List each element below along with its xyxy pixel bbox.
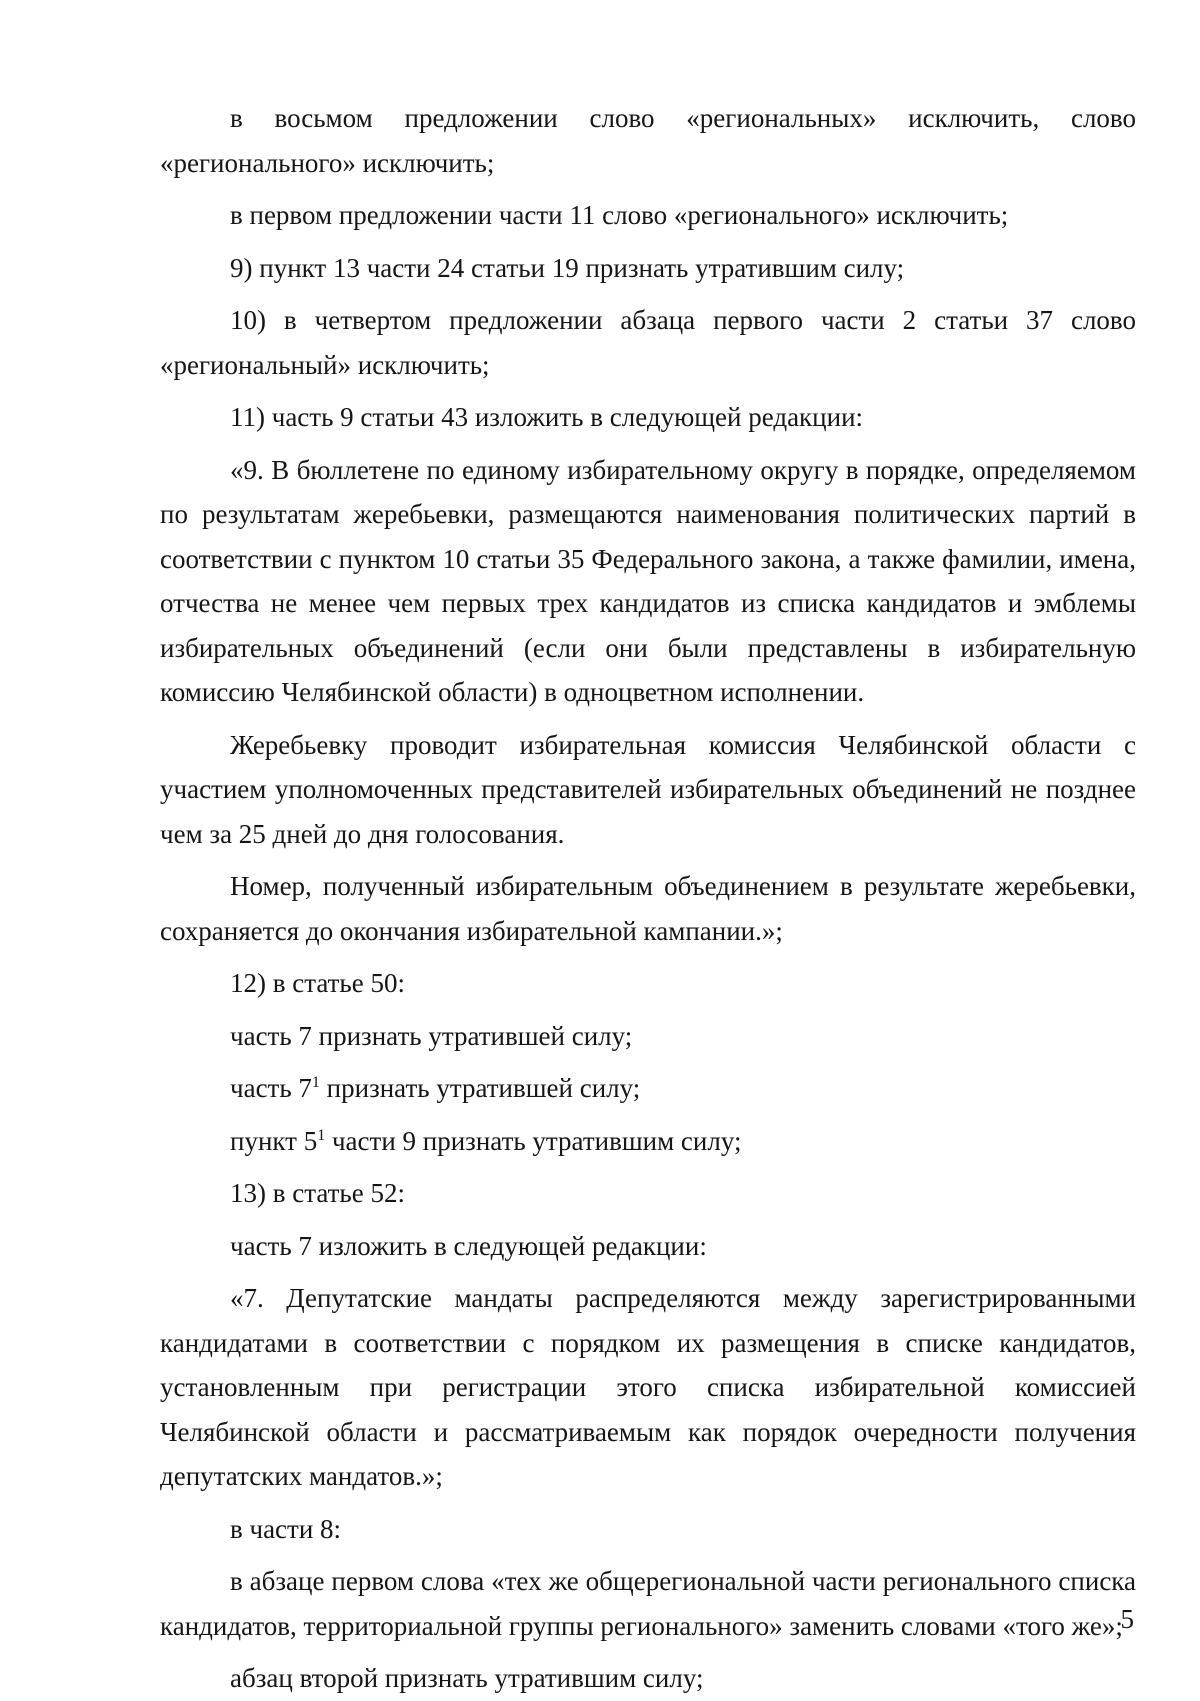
point-5-1-prefix: пункт 5 [230,1125,318,1156]
paragraph-item-10: 10) в четвертом предложении абзаца первого части 2 статьи 37 слово «региональный» исключить; [160,305,1136,380]
superscript-1: 1 [317,1126,326,1144]
paragraph-item-12: 12) в статье 50: [230,968,405,998]
paragraph-item-9: 9) пункт 13 части 24 статьи 19 признать утратившим силу; [230,252,905,283]
paragraph-point-5-1-void [160,1119,1136,1164]
document-body [160,96,1136,1701]
paragraph-first-abzac: в абзаце первом слова «тех же общерегиональной части регионального списка кандидатов, территориальной группы регионального» заменить словами «того же»; [160,1566,1136,1641]
paragraph-draw-number: Номер, полученный избирательным объединением в результате жеребьевки, сохраняется до окончания избирательной кампании.»; [160,871,1136,946]
part-7-1-prefix: часть 7 [230,1073,312,1103]
paragraph-quote-9: «9. В бюллетене по единому избирательному округу в порядке, определяемом по результатам жеребьевки, размещаются наименования политических партий в соответствии с пунктом 10 статьи 35 Федерального закона, а также фамилии, имена, отчества не менее чем первых трех кандидатов из списка кандидатов и эмблемы избирательных объединений (если они были представлены в избирательную комиссию Челябинской области) в одноцветном исполнении. [160,454,1136,707]
paragraph-part-8: в части 8: [230,1513,342,1544]
paragraph-part-7-void: часть 7 признать утратившей силу; [230,1020,633,1051]
paragraph-part-7-1-void [160,1066,1136,1111]
paragraph-draw-procedure: Жеребьевку проводит избирательная комиссия Челябинской области с участием уполномоченных представителей избирательных объединений не позднее чем за 25 дней до дня голосования. [160,729,1136,849]
part-7-1-suffix: признать утратившей силу; [319,1073,641,1103]
superscript-1: 1 [311,1074,320,1091]
paragraph-part-11: в первом предложении части 11 слово «регионального» исключить; [230,200,1009,230]
paragraph-quote-7: «7. Депутатские мандаты распределяются между зарегистрированными кандидатами в соответствии с порядком их размещения в списке кандидатов, установленным при регистрации этого списка избирательной комиссией Челябинской области и рассматриваемым как порядок очередности получения депутатских мандатов.»; [160,1283,1136,1491]
paragraph-part-7-edit: часть 7 изложить в следующей редакции: [230,1230,707,1261]
paragraph-second-abzac: абзац второй признать утратившим силу; [230,1663,704,1693]
page-number: 5 [1120,1604,1134,1634]
paragraph-item-13: 13) в статье 52: [230,1178,405,1208]
paragraph-8th-sentence: в восьмом предложении слово «региональных» исключить, слово «регионального» исключить; [160,103,1136,178]
paragraph-item-11: 11) часть 9 статьи 43 изложить в следующей редакции: [230,402,864,432]
point-5-1-suffix: части 9 признать утратившим силу; [325,1125,742,1156]
